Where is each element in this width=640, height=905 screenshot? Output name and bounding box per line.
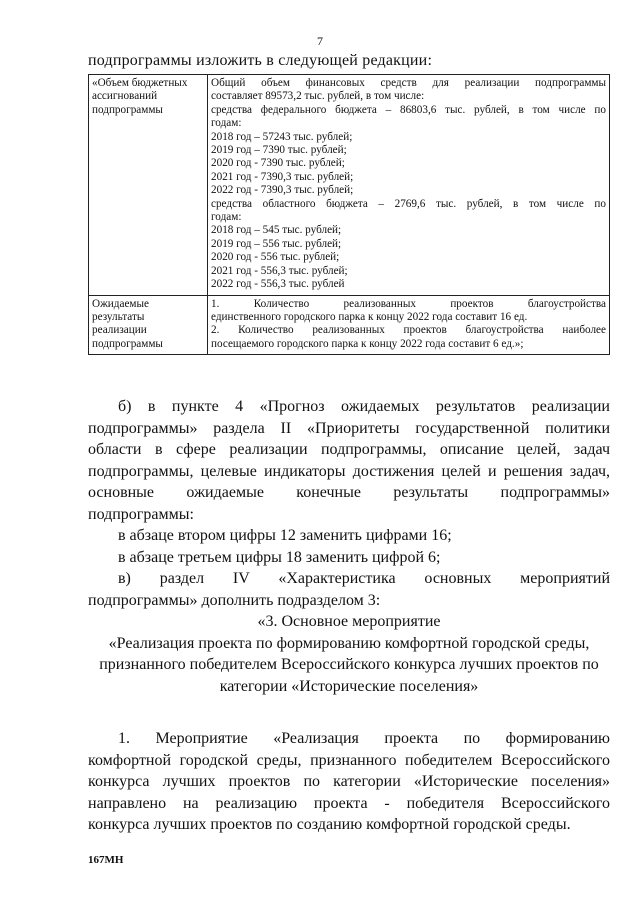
content-line: Общий объем финансовых средств для реализации подпрограммы: [211, 77, 606, 89]
row-label-budget: [89, 75, 208, 296]
body-text: [88, 396, 610, 697]
paragraph-v-line: в) раздел IV «Характеристика основных мероприятий: [118, 570, 610, 587]
section-subheading: признанного победителем Всероссийского конкурса лучших проектов по: [99, 656, 599, 673]
label-line: подпрограммы: [92, 337, 163, 350]
row-label-results: [89, 295, 208, 355]
label-line: результаты: [92, 310, 145, 323]
section-heading: «3. Основное мероприятие: [257, 613, 441, 630]
section-subheading: категории «Исторические поселения»: [219, 677, 479, 695]
content-line: 2022 год - 556,3 тыс. рублей: [211, 278, 345, 291]
paragraph-b-line: подпрограммы» раздела II «Приоритеты государственной политики: [88, 419, 610, 437]
content-line: годам:: [211, 117, 242, 130]
page-number: 7: [317, 34, 323, 48]
label-line: ассигнований: [92, 90, 158, 103]
content-line: 2018 год – 545 тыс. рублей;: [211, 224, 342, 237]
section-subheading: «Реализация проекта по формированию комфортной городской среды,: [108, 634, 590, 652]
paragraph-abz3: в абзаце третьем цифры 18 заменить цифрой 6;: [118, 548, 441, 566]
paragraph-1-line: конкурса лучших проектов по созданию комфортной городской среды.: [88, 816, 571, 833]
paragraph-v-line: подпрограммы» дополнить подразделом 3:: [88, 591, 381, 609]
label-line: Ожидаемые: [92, 297, 149, 310]
row-content-results: [208, 295, 610, 355]
content-line: 2020 год - 556 тыс. рублей;: [211, 251, 340, 264]
table-row: [89, 295, 610, 355]
content-line: годам:: [211, 211, 242, 224]
label-line: «Объем бюджетных: [92, 77, 188, 89]
content-line: 2019 год – 556 тыс. рублей;: [211, 237, 342, 250]
label-line: реализации: [92, 324, 147, 337]
content-line: средства областного бюджета – 2769,6 тыс. рублей, в том числе по: [211, 197, 606, 210]
row-content-budget: [208, 75, 610, 296]
budget-table: [88, 74, 610, 355]
content-line: 2021 год - 7390,3 тыс. рублей;: [211, 170, 354, 183]
paragraph-b-line: подпрограммы:: [88, 505, 194, 523]
intro-line: подпрограммы изложить в следующей редакции:: [88, 52, 433, 69]
content-line: средства федерального бюджета – 86803,6 тыс. рублей, в том числе по: [211, 103, 606, 116]
content-line: 2020 год - 7390 тыс. рублей;: [211, 157, 345, 170]
paragraph-b-line: основные ожидаемые конечные результаты подпрограммы»: [88, 484, 610, 501]
paragraph-abz2: в абзаце втором цифры 12 заменить цифрами 16;: [118, 527, 452, 544]
label-line: подпрограммы: [92, 103, 163, 116]
content-line: 2021 год - 556,3 тыс. рублей;: [211, 264, 348, 277]
paragraph-b-line: б) в пункте 4 «Прогноз ожидаемых результатов реализации: [118, 398, 610, 415]
paragraph-1-line: комфортной городской среды, признанного победителем Всероссийского: [88, 751, 610, 769]
paragraph-1-line: 1. Мероприятие «Реализация проекта по формированию: [118, 730, 610, 747]
content-line: составляет 89573,2 тыс. рублей, в том числе:: [211, 90, 425, 103]
paragraph-1: [88, 728, 610, 836]
result-item-1-cont: единственного городского парка к концу 2022 года составит 16 ед.: [211, 310, 528, 323]
footer-code: 167МН: [88, 854, 124, 866]
content-line: 2018 год – 57243 тыс. рублей;: [211, 130, 353, 143]
content-line: 2019 год – 7390 тыс. рублей;: [211, 144, 347, 157]
paragraph-b-line: области в сфере реализации подпрограммы, описание целей, задач: [88, 441, 610, 458]
paragraph-1-line: конкурса лучших проектов по категории «Исторические поселения»: [88, 773, 610, 790]
result-item-1: 1. Количество реализованных проектов благоустройства: [211, 297, 606, 310]
content-line: 2022 год - 7390,3 тыс. рублей;: [211, 184, 354, 197]
paragraph-b-line: подпрограммы, целевые индикаторы достижения целей и решения задач,: [88, 462, 610, 480]
table-row: [89, 75, 610, 296]
result-item-2-cont: посещаемого городского парка к концу 2022 года составит 6 ед.»;: [211, 337, 524, 350]
paragraph-1-line: направлено на реализацию проекта - победителя Всероссийского: [88, 794, 610, 812]
result-item-2: 2. Количество реализованных проектов благоустройства наиболее: [211, 324, 606, 337]
